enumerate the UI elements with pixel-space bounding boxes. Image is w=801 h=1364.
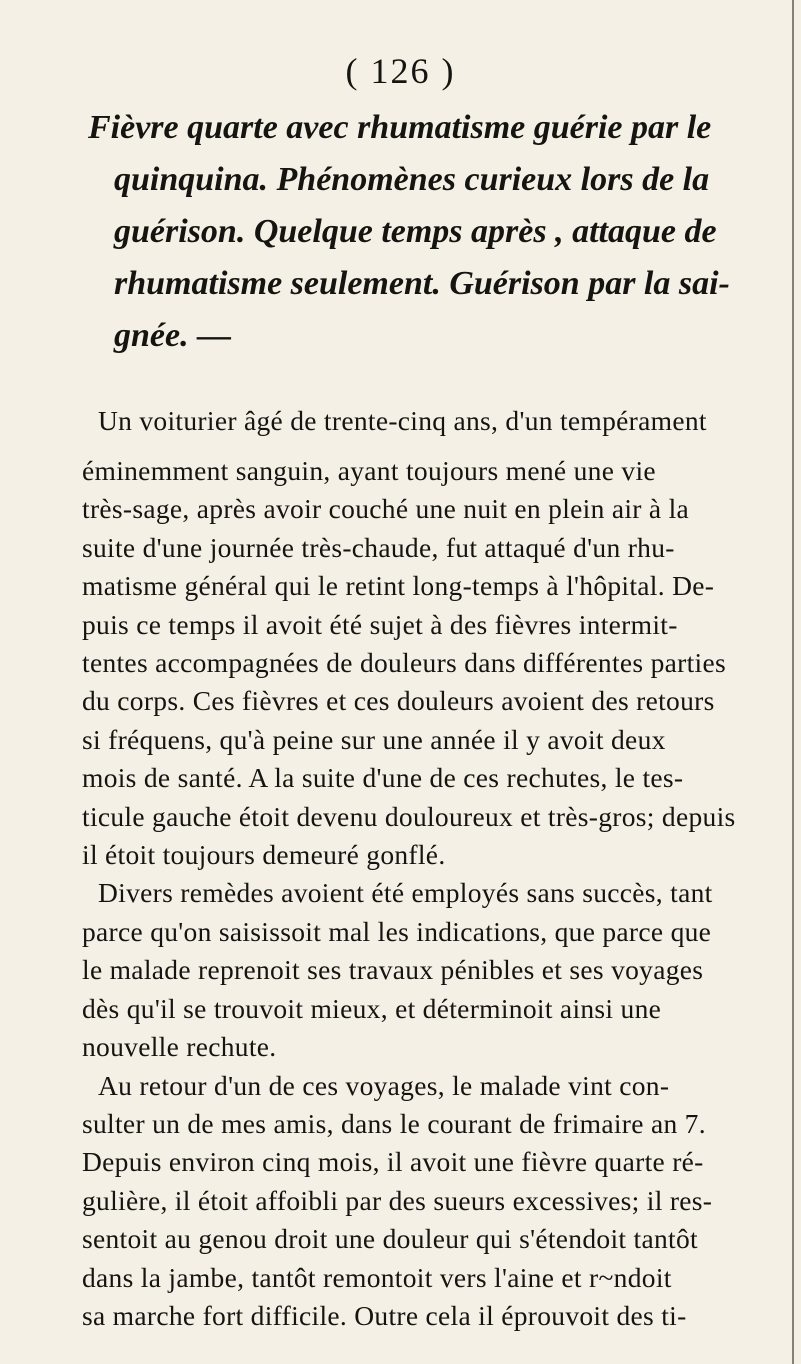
body-line: sa marche fort difficile. Outre cela il éprouvoit des ti- [82, 1299, 687, 1331]
body-line: ticule gauche étoit devenu douloureux et très-gros; depuis [82, 800, 736, 832]
body-line: puis ce temps il avoit été sujet à des fièvres intermit- [82, 608, 678, 640]
body-line: suite d'une journée très-chaude, fut attaqué d'un rhu- [82, 531, 675, 563]
body-line: matisme général qui le retint long-temps à l'hôpital. De- [82, 570, 715, 602]
body-line: Divers remèdes avoient été employés sans succès, tant [98, 877, 713, 909]
heading-line: guérison. Quelque temps après , attaque de [114, 213, 717, 250]
body-line: sentoit au genou droit une douleur qui s'étendoit tantôt [82, 1223, 698, 1255]
body-line: Depuis environ cinq mois, il avoit une fièvre quarte ré- [82, 1146, 704, 1178]
body-line: très-sage, après avoir couché une nuit en plein air à la [82, 493, 690, 525]
heading-line: gnée. — [114, 317, 232, 354]
heading-line: rhumatisme seulement. Guérison par la sai- [114, 265, 730, 302]
body-line: le malade reprenoit ses travaux pénibles et ses voyages [82, 954, 704, 986]
heading-line: Fièvre quarte avec rhumatisme guérie par le [88, 109, 712, 146]
page-number: ( 126 ) [345, 51, 456, 91]
body-line: si fréquens, qu'à peine sur une année il y avoit deux [82, 723, 666, 755]
page-edge-line [792, 0, 794, 1364]
body-line: éminemment sanguin, ayant toujours mené une vie [82, 455, 656, 486]
body-line: Un voiturier âgé de trente-cinq ans, d'un tempérament [98, 405, 707, 436]
body-line: Au retour d'un de ces voyages, le malade vint con- [98, 1069, 670, 1101]
body-line: sulter un de mes amis, dans le courant de frimaire an 7. [82, 1107, 706, 1139]
body-line: nouvelle rechute. [82, 1031, 277, 1063]
body-line: gulière, il étoit affoibli par des sueurs excessives; il res- [82, 1184, 713, 1216]
body-line: dans la jambe, tantôt remontoit vers l'aine et r~ndoit [82, 1261, 672, 1293]
body-line: parce qu'on saisissoit mal les indications, que parce que [82, 915, 712, 947]
heading-line: quinquina. Phénomènes curieux lors de la [114, 161, 710, 198]
body-line: mois de santé. A la suite d'une de ces rechutes, le tes- [82, 762, 684, 794]
section-heading [88, 102, 768, 362]
body-line: du corps. Ces fièvres et ces douleurs avoient des retours [82, 685, 715, 717]
body-text [82, 405, 772, 1335]
body-line: dès qu'il se trouvoit mieux, et déterminoit ainsi une [82, 992, 662, 1024]
body-line: tentes accompagnées de douleurs dans différentes parties [82, 647, 726, 679]
body-line: il étoit toujours demeuré gonflé. [82, 839, 446, 871]
